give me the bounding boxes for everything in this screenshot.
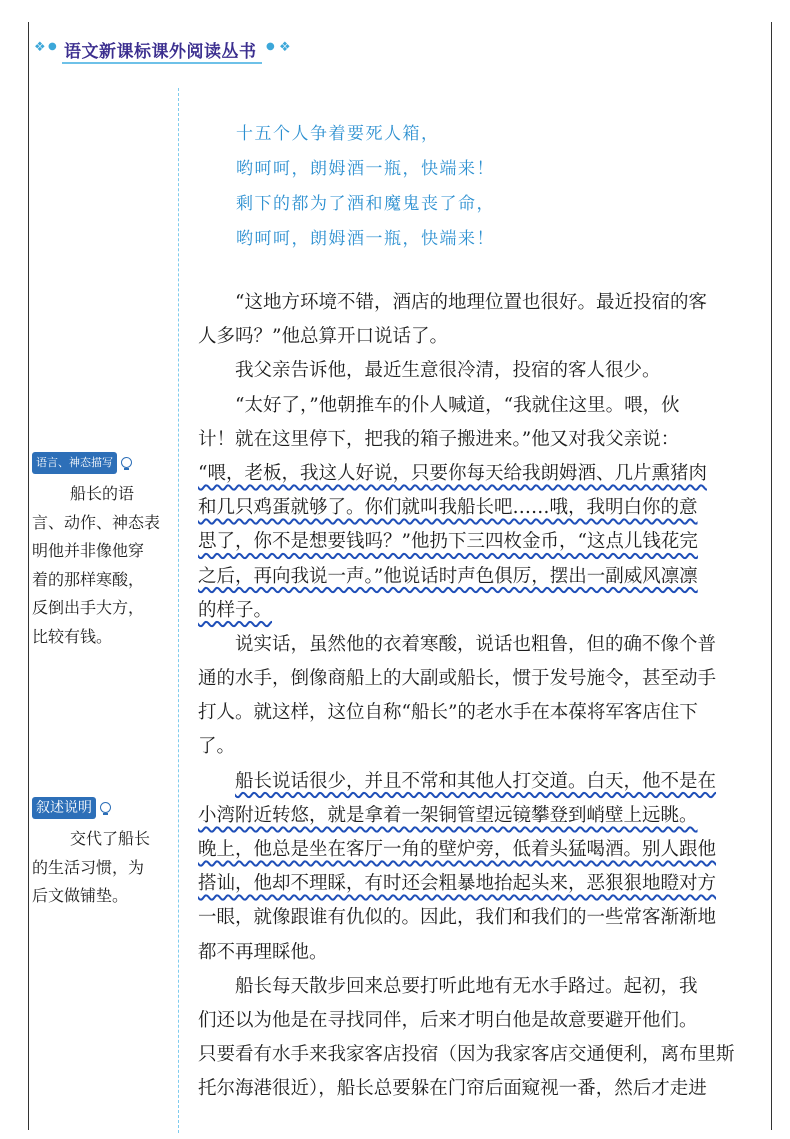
ornament-icon: ❖ — [34, 40, 46, 55]
paragraph — [198, 765, 743, 970]
text-line: 船长每天散步回来总要打听此地有无水手路过。起初，我 — [235, 975, 698, 997]
text-line: 小湾附近转悠，就是拿着一架铜管望远镜攀登到峭壁上远眺。 — [198, 804, 698, 826]
text-line: 托尔海港很近），船长总要躲在门帘后面窥视一番，然后才走进 — [198, 1078, 707, 1100]
text-line: 一眼，就像跟谁有仇似的。因此，我们和我们的一些常客渐渐地 — [198, 907, 717, 929]
note-line: 着的那样寒酸， — [32, 569, 145, 589]
poem-line: 十五个人争着要死人箱， — [236, 124, 440, 144]
text-line: 打人。就这样，这位自称“船长”的老水手在本葆将军客店住下 — [198, 702, 698, 724]
lightbulb-icon — [120, 456, 133, 471]
text-line: 晚上，他总是坐在客厅一角的壁炉旁，低着头猛喝酒。别人跟他 — [198, 839, 717, 860]
header-rule — [62, 62, 262, 64]
note-line: 船长的语 — [70, 484, 135, 503]
page-header — [34, 30, 296, 70]
text-line: 之后，再向我说一声。”他说话时声色俱厉，摆出一副威风凛凛 — [198, 565, 698, 587]
paragraph — [198, 628, 743, 765]
note-line: 明他并非像他穿 — [32, 541, 145, 561]
paragraph — [198, 389, 743, 628]
ornament-icon: ❖ — [279, 40, 291, 55]
lightbulb-icon — [99, 801, 112, 816]
text-line: 通的水手，倒像商船上的大副或船长，惯于发号施令，甚至动手 — [198, 668, 717, 690]
paragraph — [198, 286, 743, 354]
side-note — [32, 797, 172, 911]
side-note — [32, 452, 172, 652]
margin-divider — [178, 88, 179, 1133]
text-line: 只要看有水手来我家客店投宿（因为我家客店交通便利，离布里斯 — [198, 1044, 735, 1066]
poem — [236, 117, 495, 257]
text-line: 和几只鸡蛋就够了。你们就叫我船长吧……哦，我明白你的意 — [198, 497, 698, 519]
text-line: 船长说话很少，并且不常和其他人打交道。白天，他不是在 — [235, 770, 717, 792]
note-line: 后文做铺垫。 — [32, 886, 129, 906]
text-line: 的样子。 — [198, 599, 273, 621]
text-line: 说实话，虽然他的衣着寒酸，说话也粗鲁，但的确不像个普 — [235, 633, 717, 655]
text-line: 们还以为他是在寻找同伴，后来才明白他是故意要避开他们。 — [198, 1009, 698, 1031]
note-tag: 语言、神态描写 — [32, 452, 117, 474]
note-text — [32, 480, 172, 652]
main-text — [198, 286, 743, 1107]
note-line: 反倒出手大方， — [32, 598, 145, 618]
series-title: 语文新课标课外阅读丛书 — [64, 42, 257, 62]
paragraph — [198, 354, 743, 388]
note-line: 言、动作、神态表 — [32, 512, 161, 532]
text-line: 搭讪，他却不理睬，有时还会粗暴地抬起头来，恶狠狠地瞪对方 — [198, 873, 717, 895]
text-line: “这地方环境不错，酒店的地理位置也很好。最近投宿的客 — [235, 292, 707, 313]
paragraph — [198, 970, 743, 1107]
ornament-icon: ● — [48, 41, 57, 52]
note-line: 交代了船长 — [70, 829, 151, 848]
poem-line: 哟呵呵，朗姆酒一瓶，快端来！ — [236, 229, 495, 249]
text-line: “喂，老板，我这人好说，只要你每天给我朗姆酒、几片熏猪肉 — [198, 462, 707, 484]
note-text — [32, 825, 172, 911]
note-tag: 叙述说明 — [32, 797, 96, 819]
text-line: 我父亲告诉他，最近生意很冷清，投宿的客人很少。 — [235, 360, 661, 382]
poem-line: 哟呵呵，朗姆酒一瓶，快端来！ — [236, 159, 495, 179]
text-line: 人多吗？”他总算开口说话了。 — [198, 326, 448, 348]
text-line: 思了，你不是想要钱吗？”他扔下三四枚金币，“这点儿钱花完 — [198, 531, 698, 553]
note-line: 比较有钱。 — [32, 626, 113, 646]
ornament-icon: ● — [266, 41, 275, 52]
text-line: 计！就在这里停下，把我的箱子搬进来。”他又对我父亲说： — [198, 428, 680, 450]
text-line: 都不再理睬他。 — [198, 941, 328, 963]
text-line: “太好了，”他朝推车的仆人喊道，“我就住这里。喂，伙 — [235, 394, 680, 416]
poem-line: 剩下的都为了酒和魔鬼丧了命， — [236, 194, 495, 214]
note-line: 的生活习惯，为 — [32, 857, 145, 877]
text-line: 了。 — [198, 736, 236, 758]
